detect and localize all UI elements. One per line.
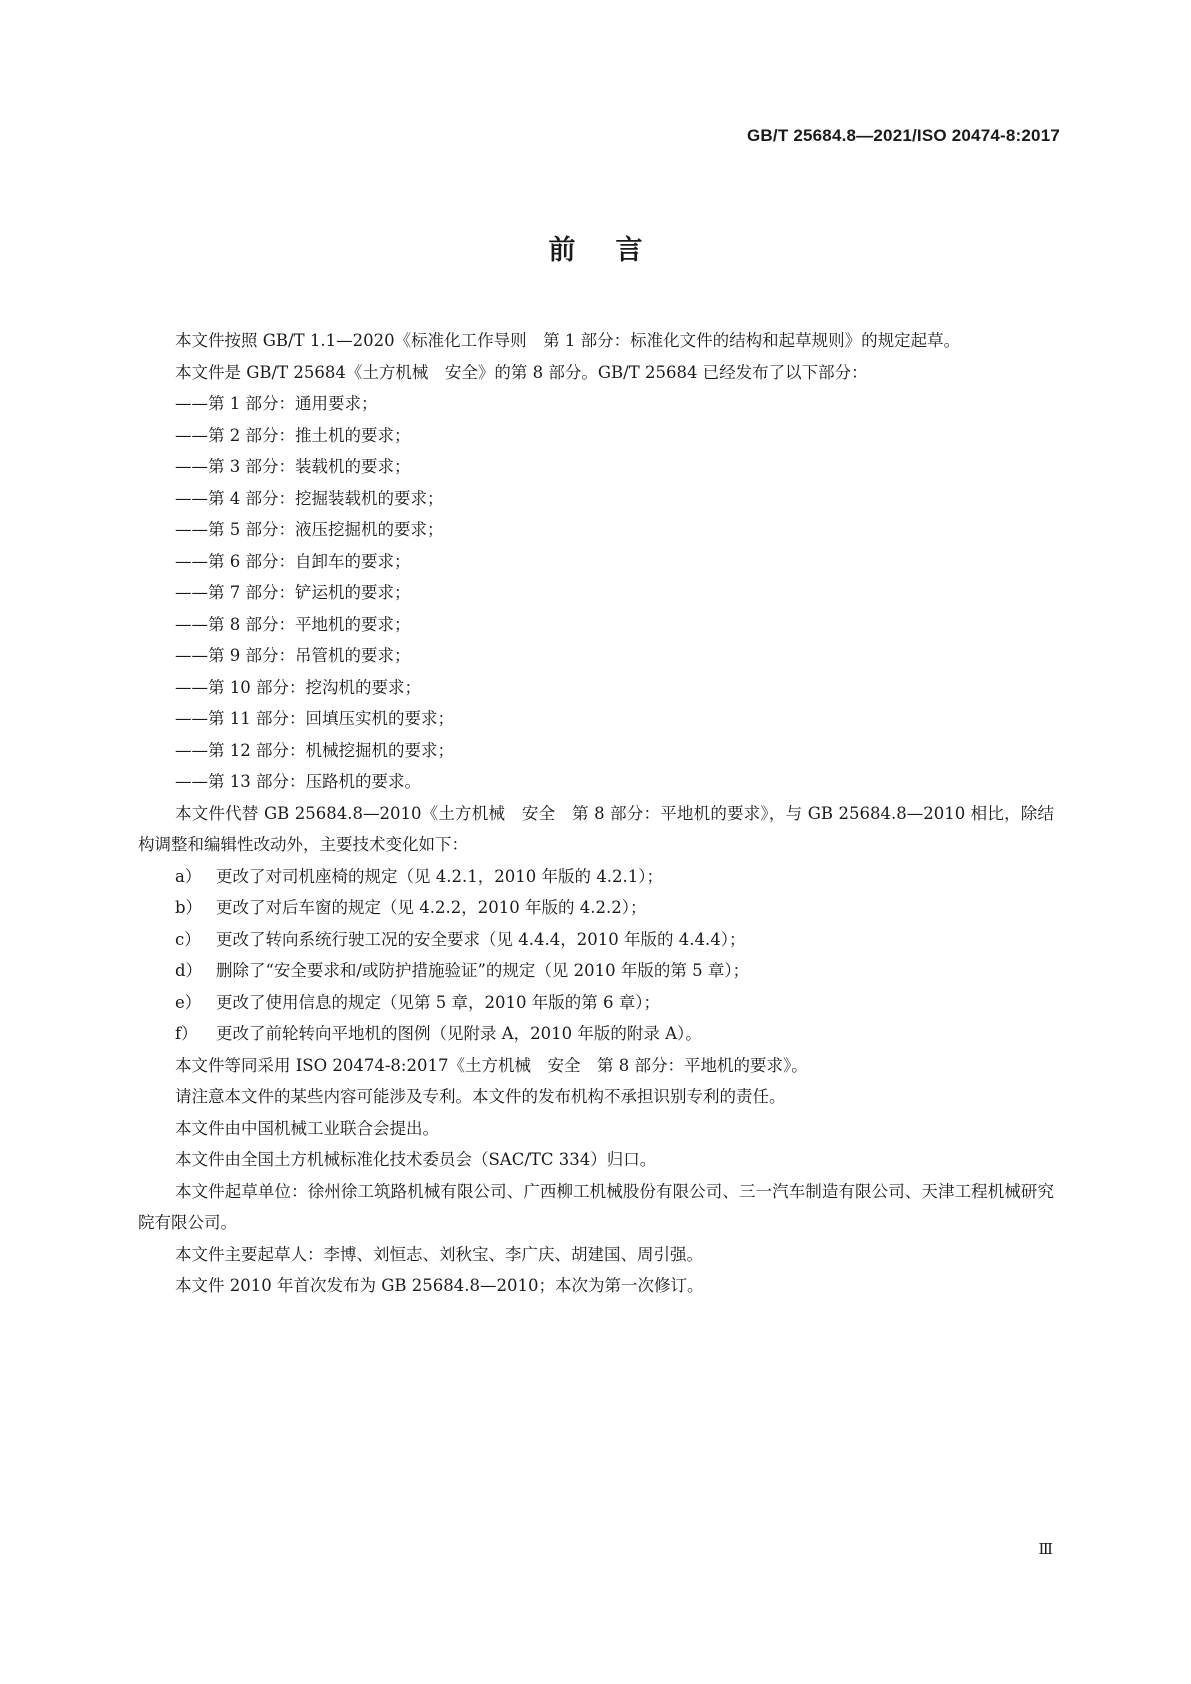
list-item: ——第 1 部分：通用要求；: [175, 394, 378, 413]
change-text: 更改了前轮转向平地机的图例（见附录 A，2010 年版的附录 A）。: [216, 1024, 702, 1043]
change-item: [138, 892, 1054, 924]
committee-paragraph: 本文件由全国土方机械标准化技术委员会（SAC/TC 334）归口。: [175, 1150, 657, 1169]
list-item: ——第 6 部分：自卸车的要求；: [175, 551, 411, 571]
list-item: ——第 3 部分：装载机的要求；: [175, 457, 411, 476]
list-item: ——第 12 部分：机械挖掘机的要求；: [175, 740, 454, 760]
list-item: ——第 10 部分：挖沟机的要求；: [175, 677, 421, 697]
change-item: [138, 924, 1054, 956]
list-item: ——第 7 部分：铲运机的要求；: [175, 583, 411, 602]
change-marker: f）: [175, 1024, 198, 1043]
change-text: 更改了对司机座椅的规定（见 4.2.1，2010 年版的 4.2.1）；: [216, 866, 663, 886]
list-item: ——第 8 部分：平地机的要求；: [175, 614, 411, 634]
parts-list: [138, 388, 1054, 798]
change-marker: d）: [175, 961, 203, 980]
drafting-units-paragraph: 本文件起草单位：徐州徐工筑路机械有限公司、广西柳工机械股份有限公司、三一汽车制造有限公司、天津工程机械研究院有限公司。: [138, 1181, 1054, 1232]
list-item: ——第 13 部分：压路机的要求。: [175, 772, 421, 791]
change-text: 删除了“安全要求和/或防护措施验证”的规定（见 2010 年版的第 5 章）；: [216, 961, 750, 980]
change-marker: b）: [175, 898, 203, 917]
change-marker: c）: [175, 929, 201, 949]
history-paragraph: 本文件 2010 年首次发布为 GB 25684.8—2010；本次为第一次修订。: [175, 1276, 704, 1295]
change-item: [138, 1018, 1054, 1050]
list-item: ——第 5 部分：液压挖掘机的要求；: [175, 520, 444, 539]
intro-paragraph: 本文件按照 GB/T 1.1—2020《标准化工作导则 第 1 部分：标准化文件的结构和起草规则》的规定起草。: [175, 331, 961, 350]
change-marker: a）: [175, 866, 202, 886]
page-number: Ⅲ: [1038, 1540, 1053, 1558]
changes-list: [138, 861, 1054, 1050]
proposer-paragraph: 本文件由中国机械工业联合会提出。: [175, 1118, 439, 1138]
drafters-paragraph: 本文件主要起草人：李博、刘恒志、刘秋宝、李广庆、胡建国、周引强。: [175, 1244, 703, 1264]
standard-code: GB/T 25684.8—2021/ISO 20474-8:2017: [747, 126, 1060, 145]
intro-paragraph: 本文件是 GB/T 25684《土方机械 安全》的第 8 部分。GB/T 25684 已经发布了以下部分：: [175, 362, 868, 382]
list-item: ——第 2 部分：推土机的要求；: [175, 425, 411, 445]
list-item: ——第 9 部分：吊管机的要求；: [175, 646, 411, 665]
replacement-paragraph: 本文件代替 GB 25684.8—2010《土方机械 安全 第 8 部分：平地机的要求》，与 GB 25684.8—2010 相比，除结构调整和编辑性改动外，主要技术变化如下：: [138, 803, 1054, 854]
change-text: 更改了对后车窗的规定（见 4.2.2，2010 年版的 4.2.2）；: [216, 898, 647, 917]
change-item: [138, 955, 1054, 987]
change-item: [138, 987, 1054, 1019]
adoption-paragraph: 本文件等同采用 ISO 20474-8:2017《土方机械 安全 第 8 部分：平地机的要求》。: [175, 1055, 808, 1075]
change-text: 更改了使用信息的规定（见第 5 章，2010 年版的第 6 章）；: [216, 992, 660, 1012]
list-item: ——第 4 部分：挖掘装载机的要求；: [175, 488, 444, 508]
list-item: ——第 11 部分：回填压实机的要求；: [175, 709, 454, 728]
page-title: 前言: [548, 235, 683, 266]
change-marker: e）: [175, 992, 202, 1012]
patent-notice: 请注意本文件的某些内容可能涉及专利。本文件的发布机构不承担识别专利的责任。: [175, 1087, 786, 1106]
change-text: 更改了转向系统行驶工况的安全要求（见 4.4.4，2010 年版的 4.4.4）；: [216, 929, 746, 949]
change-item: [138, 861, 1054, 893]
foreword-body: [138, 325, 1054, 1302]
